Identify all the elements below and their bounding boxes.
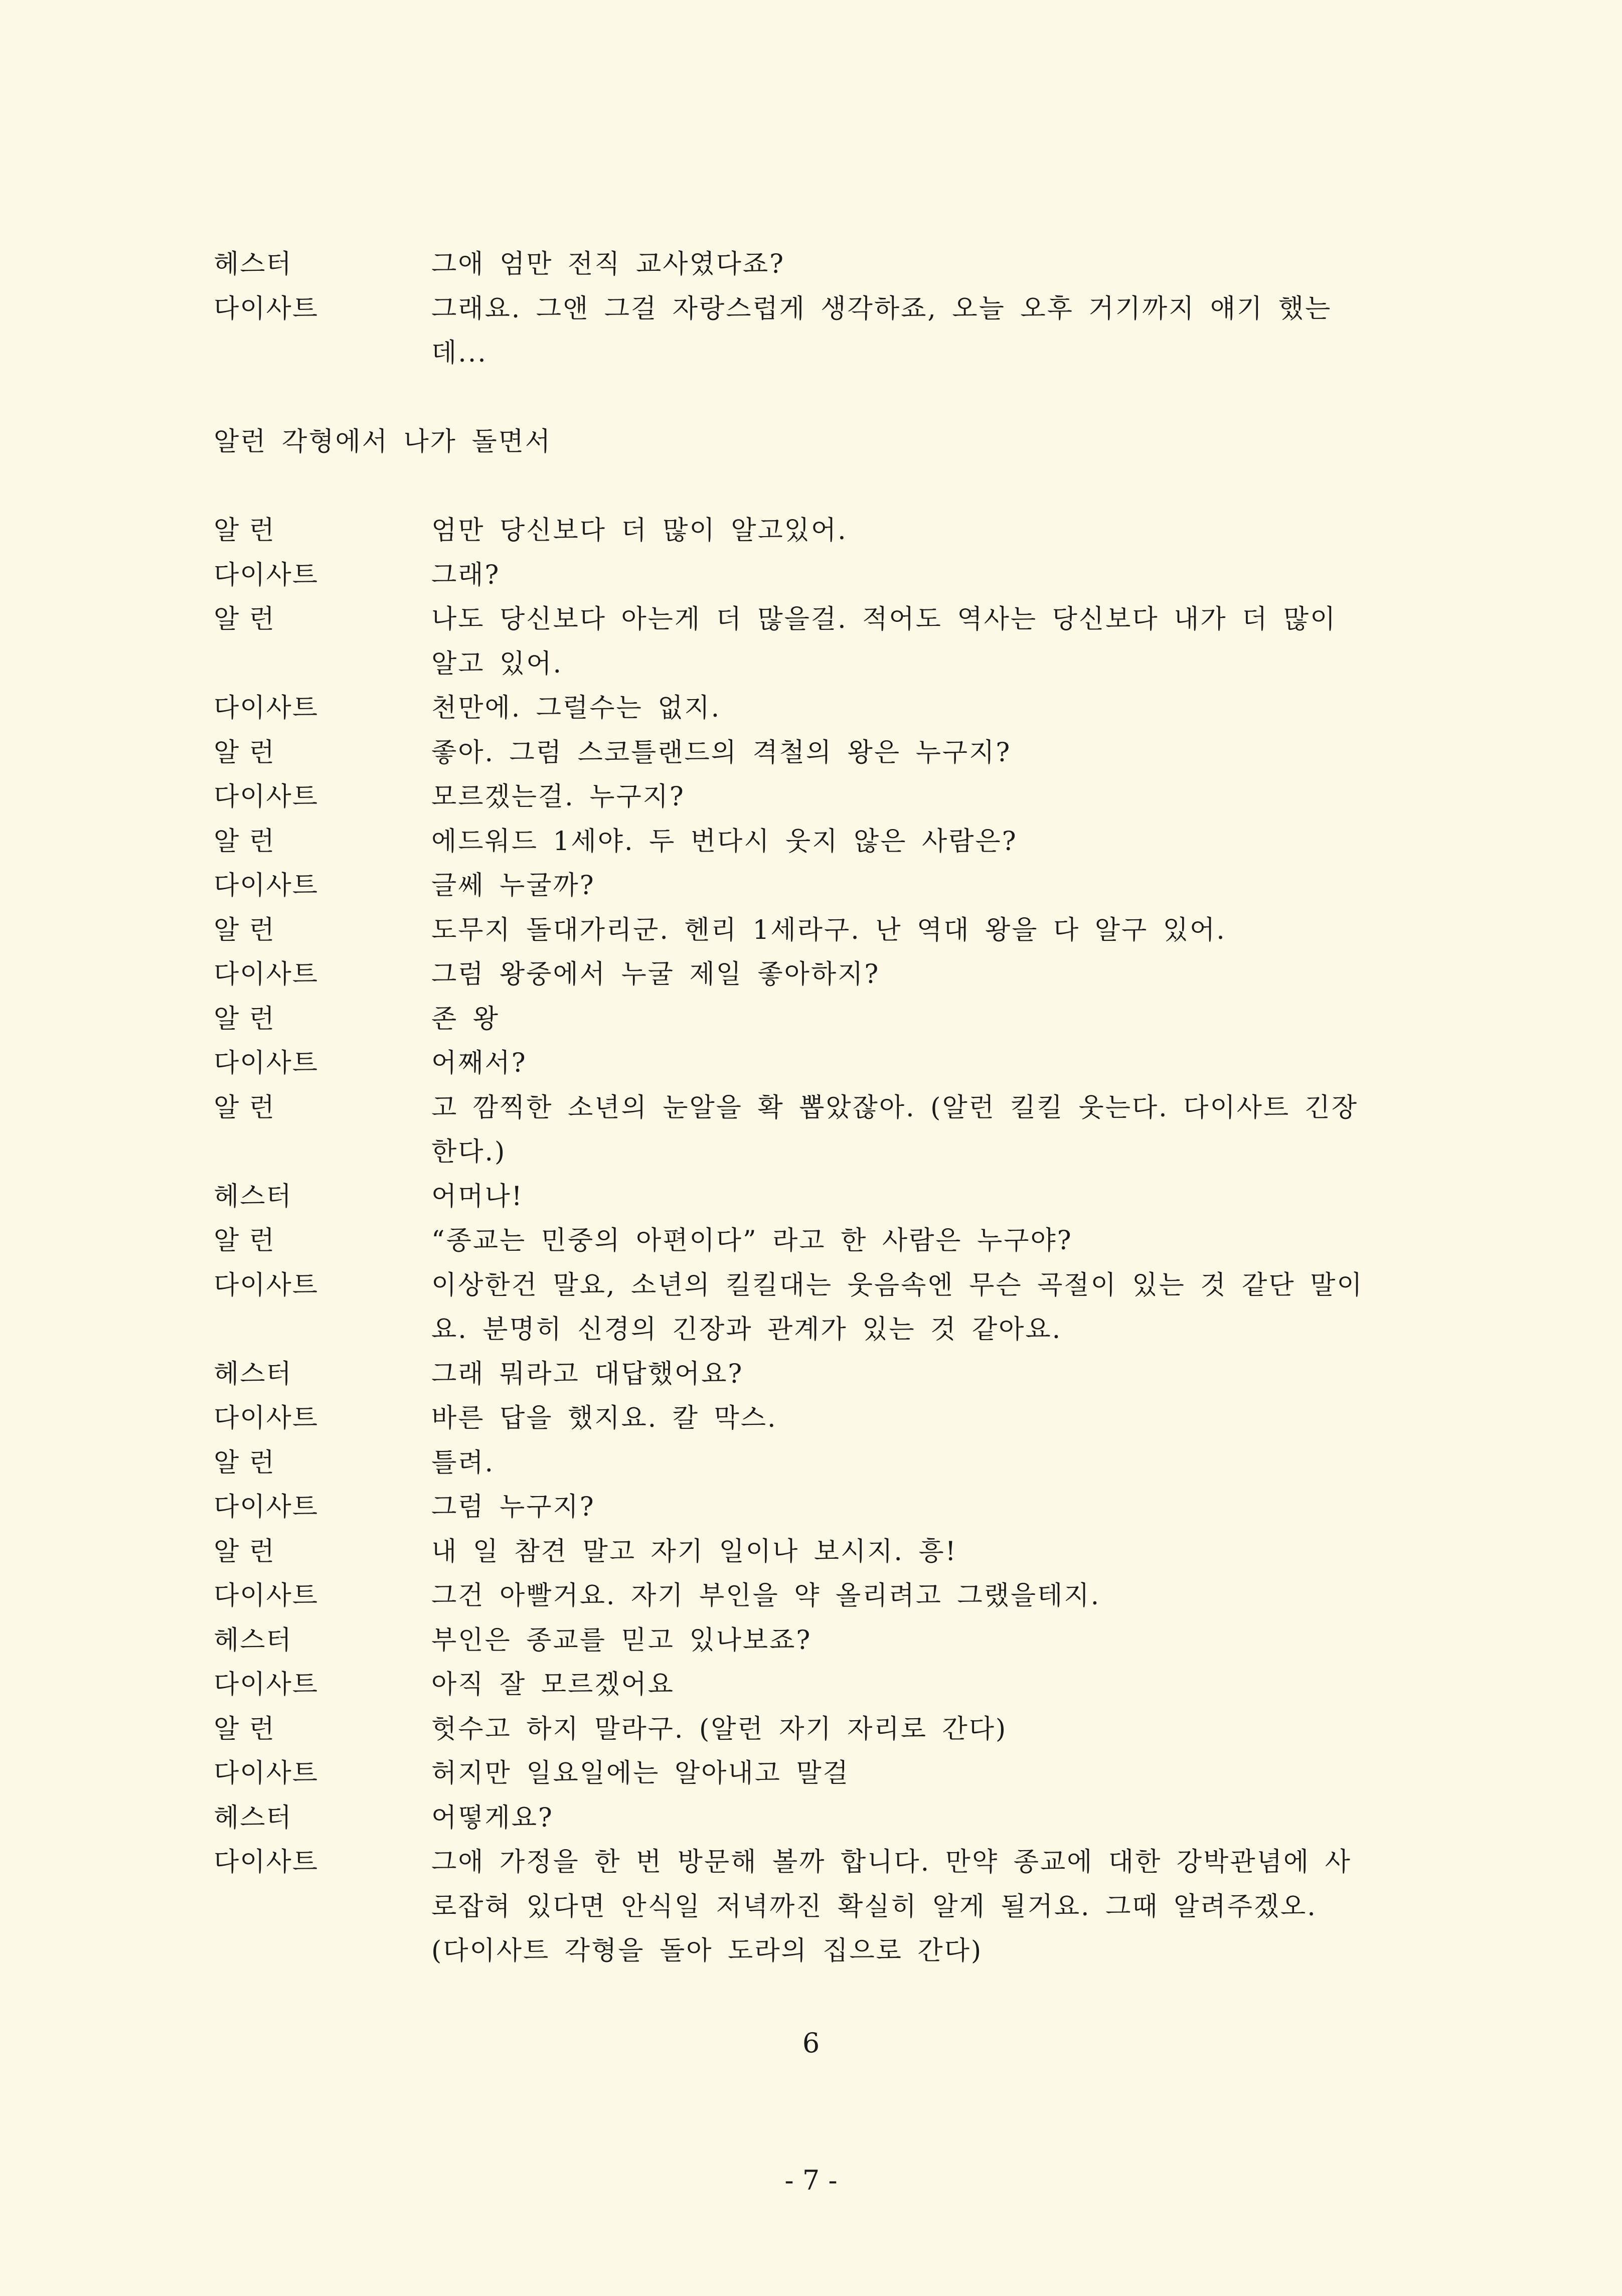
dialogue-line: [214, 1618, 1397, 1663]
dialogue-line: [214, 1396, 1397, 1441]
page-number: 6: [802, 2027, 820, 2059]
speaker: 다이사트: [214, 782, 318, 812]
speaker: 다이사트: [214, 871, 318, 901]
dialogue-line: [214, 1751, 1397, 1796]
speech: 나도 당신보다 아는게 더 많을걸. 적어도 역사는 당신보다 내가 더 많이: [431, 604, 1337, 634]
dialogue-line: [214, 1663, 1397, 1707]
speaker: 다이사트: [214, 293, 318, 324]
speaker: 다이사트: [214, 1270, 318, 1300]
speech: 고 깜찍한 소년의 눈알을 확 뽑았잖아. (알런 킬킬 웃는다. 다이사트 긴장: [431, 1092, 1359, 1123]
speech: 그애 엄만 전직 교사였다죠?: [431, 249, 785, 279]
dialogue-line: [214, 1929, 1397, 1974]
speaker: [214, 642, 431, 687]
speaker: [214, 1307, 431, 1352]
speaker: 알 런: [214, 1092, 275, 1123]
speech: (다이사트 각형을 돌아 도라의 집으로 간다): [431, 1936, 983, 1966]
speech: 그애 가정을 한 번 방문해 볼까 합니다. 만약 종교에 대한 강박관념에 사: [431, 1847, 1352, 1877]
dialogue-line: [214, 509, 1397, 553]
speaker: 다이사트: [214, 1581, 318, 1611]
speaker: 다이사트: [214, 959, 318, 990]
speech: 글쎄 누굴까?: [431, 871, 595, 901]
speaker: 다이사트: [214, 1847, 318, 1877]
dialogue-line: [214, 908, 1397, 953]
speech: 존 왕: [431, 1004, 500, 1034]
speech: 바른 답을 했지요. 칼 막스.: [431, 1403, 777, 1433]
dialogue-line: [214, 597, 1397, 642]
dialogue-line: [214, 1840, 1397, 1885]
dialogue-line: [214, 1086, 1397, 1130]
dialogue-line: [214, 1574, 1397, 1618]
speaker: 다이사트: [214, 560, 318, 590]
dialogue-line: [214, 553, 1397, 598]
speaker: 다이사트: [214, 1758, 318, 1788]
dialogue-line: [214, 952, 1397, 997]
speaker: 헤스터: [214, 249, 292, 279]
dialogue-line: [214, 1530, 1397, 1574]
speaker: [214, 1885, 431, 1929]
dialogue-line: [214, 1352, 1397, 1397]
speech: 부인은 종교를 믿고 있나보죠?: [431, 1625, 812, 1656]
dialogue-line: [214, 1485, 1397, 1530]
speaker: 알 런: [214, 915, 275, 945]
speaker: 알 런: [214, 737, 275, 768]
dialogue-line: [214, 242, 1397, 287]
speaker: 알 런: [214, 1714, 275, 1744]
speaker: [214, 1929, 431, 1974]
speech: 도무지 돌대가리군. 헨리 1세라구. 난 역대 왕을 다 알구 있어.: [431, 915, 1226, 945]
speech: 헛수고 하지 말라구. (알런 자기 자리로 간다): [431, 1714, 1008, 1744]
speech: 그럼 누구지?: [431, 1492, 595, 1522]
speaker: 헤스터: [214, 1359, 292, 1389]
footer-page-number: - 7 -: [784, 2165, 838, 2196]
speaker: 다이사트: [214, 1670, 318, 1700]
speech: 알고 있어.: [431, 648, 563, 679]
speech: 그래 뭐라고 대답했어요?: [431, 1359, 744, 1389]
dialogue-line: [214, 1885, 1397, 1929]
dialogue-line: [214, 1307, 1397, 1352]
dialogue-line: [214, 1130, 1397, 1175]
speech: 어떻게요?: [431, 1802, 554, 1833]
speaker: 알 런: [214, 826, 275, 857]
dialogue-line: [214, 642, 1397, 687]
speech: 어째서?: [431, 1048, 527, 1078]
speech: 허지만 일요일에는 알아내고 말걸: [431, 1758, 850, 1788]
stage-direction: 알런 각형에서 나가 돌면서: [214, 427, 552, 457]
speaker: 다이사트: [214, 1492, 318, 1522]
speaker: 알 런: [214, 1447, 275, 1478]
speech: 요. 분명히 신경의 긴장과 관계가 있는 것 같아요.: [431, 1315, 1062, 1345]
speaker: 알 런: [214, 516, 275, 546]
speaker: 알 런: [214, 604, 275, 634]
speech: 아직 잘 모르겠어요: [431, 1670, 675, 1700]
speech: 한다.): [431, 1137, 507, 1167]
dialogue-line: [214, 1263, 1397, 1308]
dialogue-line: [214, 1796, 1397, 1841]
dialogue-line: [214, 997, 1397, 1042]
dialogue-line: [214, 1707, 1397, 1752]
speech: 이상한건 말요, 소년의 킬킬대는 웃음속엔 무슨 곡절이 있는 것 같단 말이: [431, 1270, 1364, 1300]
speech: 어머나!: [431, 1181, 524, 1212]
dialogue-line: [214, 1441, 1397, 1486]
dialogue-line: [214, 686, 1397, 731]
speaker: 알 런: [214, 1226, 275, 1256]
speaker: 다이사트: [214, 1403, 318, 1433]
speaker: [214, 1130, 431, 1175]
speech: 모르겠는걸. 누구지?: [431, 782, 685, 812]
speech: 틀려.: [431, 1447, 495, 1478]
dialogue-line: [214, 819, 1397, 864]
speech: 엄만 당신보다 더 많이 알고있어.: [431, 516, 848, 546]
dialogue-line: [214, 775, 1397, 819]
speaker: 헤스터: [214, 1625, 292, 1656]
speech: 에드워드 1세야. 두 번다시 웃지 않은 사람은?: [431, 826, 1018, 857]
speech: 좋아. 그럼 스코틀랜드의 격철의 왕은 누구지?: [431, 737, 1012, 768]
speech: 그래요. 그앤 그걸 자랑스럽게 생각하죠, 오늘 오후 거기까지 얘기 했는: [431, 293, 1332, 324]
speech: 내 일 참견 말고 자기 일이나 보시지. 흥!: [431, 1536, 957, 1567]
dialogue-line: [214, 864, 1397, 908]
speech: 데...: [431, 338, 488, 368]
speaker: 알 런: [214, 1536, 275, 1567]
speech: 그건 아빨거요. 자기 부인을 약 올리려고 그랬을테지.: [431, 1581, 1101, 1611]
dialogue-line: [214, 331, 1397, 376]
speaker: 알 런: [214, 1004, 275, 1034]
dialogue-line: [214, 1175, 1397, 1219]
dialogue-line: [214, 1041, 1397, 1086]
speaker: 다이사트: [214, 693, 318, 723]
speaker: 헤스터: [214, 1802, 292, 1833]
speech: 그럼 왕중에서 누굴 제일 좋아하지?: [431, 959, 880, 990]
dialogue-line: [214, 287, 1397, 332]
dialogue-line: [214, 1219, 1397, 1263]
speech: “종교는 민중의 아편이다” 라고 한 사람은 누구야?: [431, 1226, 1073, 1256]
speaker: 다이사트: [214, 1048, 318, 1078]
speech: 로잡혀 있다면 안식일 저녁까진 확실히 알게 될거요. 그때 알려주겠오.: [431, 1891, 1317, 1922]
speech: 그래?: [431, 560, 501, 590]
dialogue-line: [214, 731, 1397, 775]
speech: 천만에. 그럴수는 없지.: [431, 693, 721, 723]
speaker: 헤스터: [214, 1181, 292, 1212]
speaker: [214, 331, 431, 376]
dialogue-block: [214, 242, 1397, 1974]
